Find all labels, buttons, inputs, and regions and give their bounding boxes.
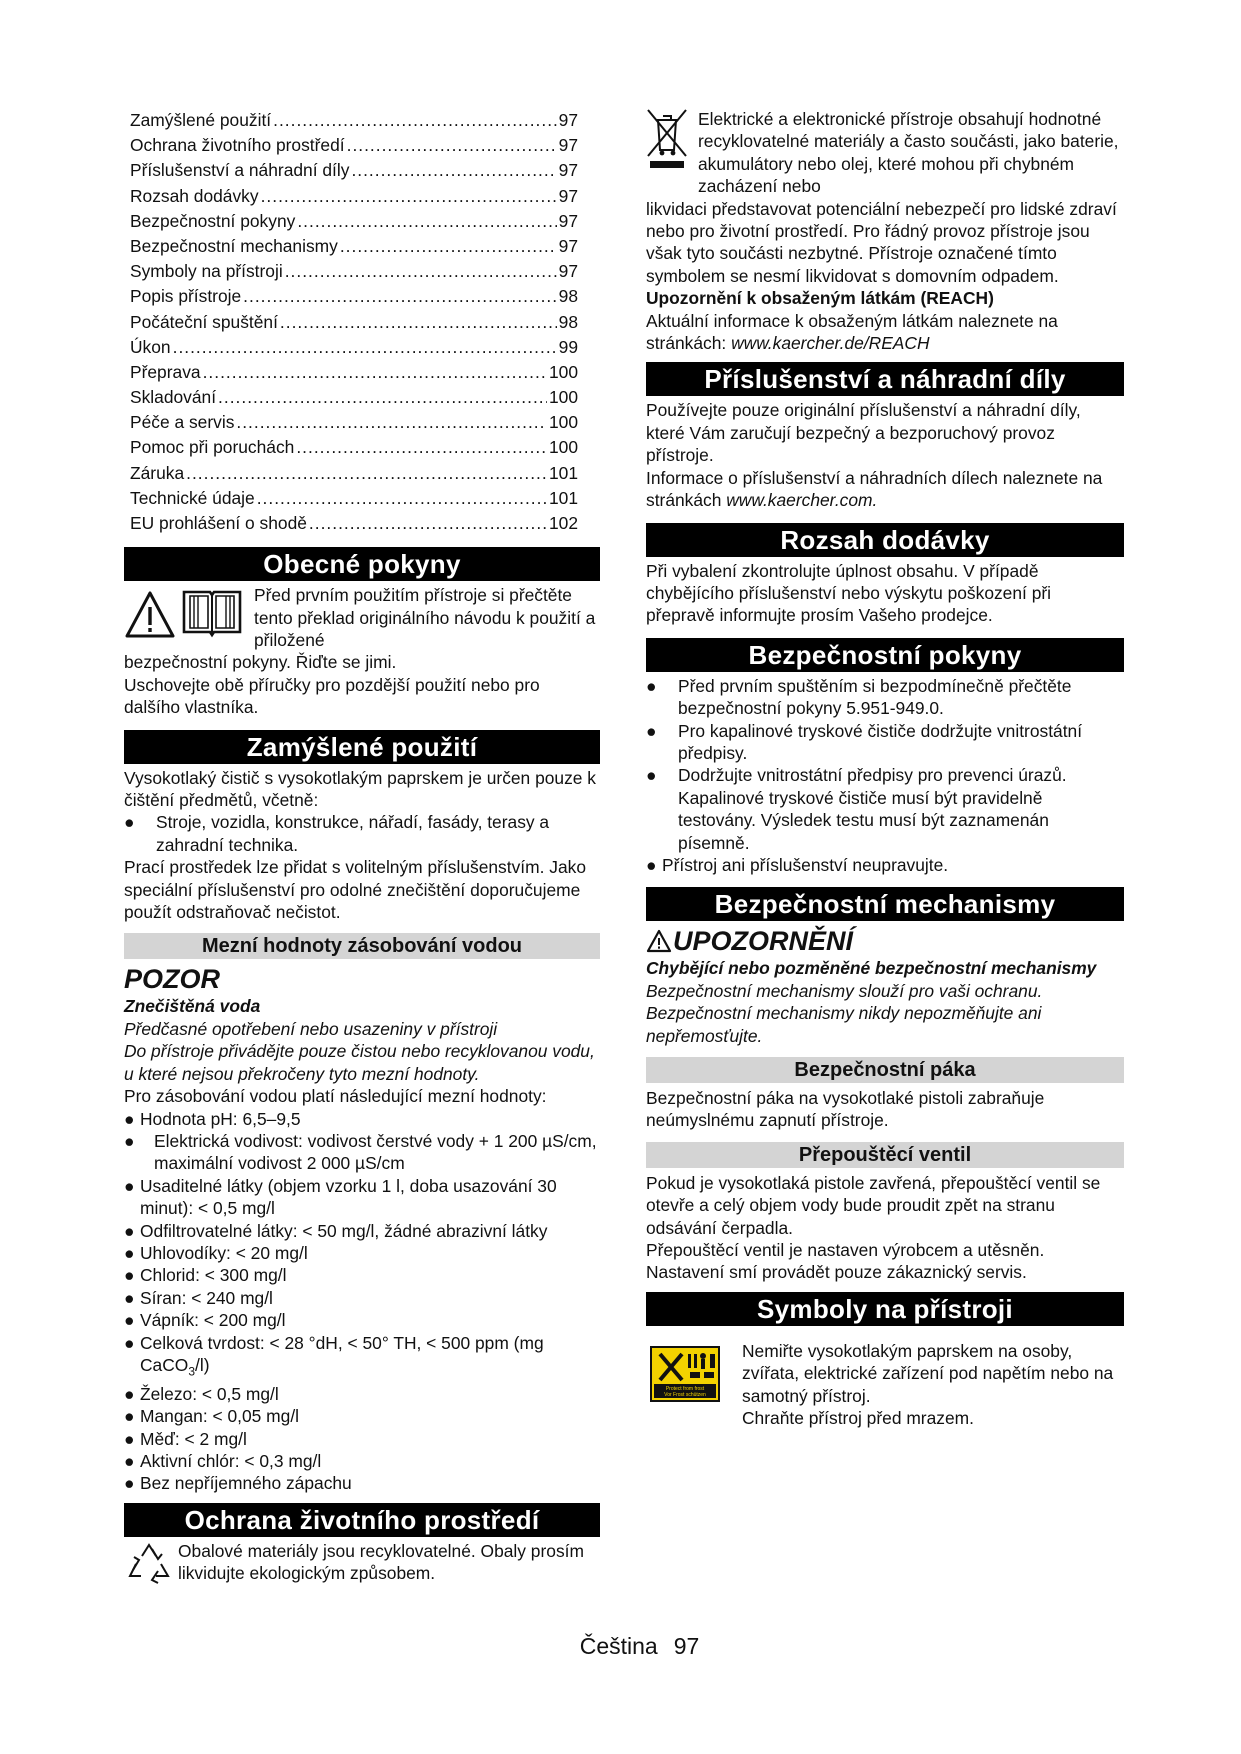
device-symbol-text (742, 1340, 1124, 1430)
overflow-valve-text: Pokud je vysokotlaká pistole zavřená, přepouštěcí ventil se otevře a celý objem vody bude proudit zpět na stranu odsávání čerpadla. (646, 1172, 1101, 1238)
toc-entry[interactable]: Symboly na přístroji ..... 97 (130, 259, 578, 284)
toc-entry[interactable]: Rozsah dodávky ..... 97 (130, 184, 578, 209)
accessories-info: Informace o příslušenství a náhradních dílech naleznete na stránkách www.kaercher.com. (646, 467, 1103, 511)
device-warning-label-icon (650, 1346, 720, 1402)
toc-entry[interactable]: Zamýšlené použití ..... 97 (130, 108, 578, 133)
page-footer (0, 1631, 1241, 1661)
overflow-valve-setting: Přepouštěcí ventil je nastaven výrobcem a utěsněn. Nastavení smí provádět pouze zákaznický servis. (646, 1240, 1045, 1283)
section-heading-mechanisms: Bezpečnostní mechanismy (646, 887, 1124, 921)
section-heading-safety: Bezpečnostní pokyny (646, 638, 1124, 672)
symbol-frost-text: Chraňte přístroj před mrazem. (742, 1408, 974, 1429)
toc-entry[interactable]: Technické údaje ..... 101 (130, 486, 578, 511)
subsection-heading-overflow-valve: Přepouštěcí ventil (646, 1142, 1124, 1168)
toc-entry[interactable]: Pomoc při poruchách ..... 100 (130, 435, 578, 460)
general-keep-text: Uschovejte obě příručky pro pozdější použití nebo pro dalšího vlastníka. (124, 674, 540, 718)
list-item: ● Elektrická vodivost: vodivost čerstvé vody + 1 200 µS/cm, maximální vodivost 2 000 µS/cm (124, 1130, 597, 1174)
section-heading-environment: Ochrana životního prostředí (124, 1503, 600, 1537)
toc-entry[interactable]: Počáteční spuštění ..... 98 (130, 310, 578, 335)
kaercher-link[interactable]: www.kaercher.com. (726, 490, 878, 511)
hazard-consequence: Předčasné opotřebení nebo usazeniny v přístroji (124, 1018, 498, 1039)
hazard-avoidance: Do přístroje přivádějte pouze čistou nebo recyklovanou vodu, u které nejsou překročeny tyto mezní hodnoty. (124, 1041, 595, 1084)
hazard-title: Chybějící nebo pozměněné bezpečnostní mechanismy (646, 958, 1097, 979)
label-text-line2: Vor Frost schützen (664, 1391, 706, 1398)
recycling-icon (128, 1542, 170, 1586)
left-column (124, 108, 600, 1586)
toc-entry[interactable]: Bezpečnostní pokyny ..... 97 (130, 209, 578, 234)
general-intro-text: Před prvním použitím přístroje si přečtěte tento překlad originálního návodu k použití a přiložené (254, 585, 596, 650)
accessories-text: Používejte pouze originální příslušenství a náhradní díly, které Vám zaručují bezpečný a bezporuchový provoz přístroje. (646, 400, 1081, 466)
delivery-text: Při vybalení zkontrolujte úplnost obsahu. V případě chybějícího příslušenství nebo výskytu poškození při přepravě informujte prosím Vašeho prodejce. (646, 560, 1052, 626)
detergent-text: Prací prostředek lze přidat s volitelným příslušenstvím. Jako speciální příslušenství pro odolné znečištění doporučujeme použít odstraňovač nečistot. (124, 857, 586, 923)
manual-book-icon (180, 586, 244, 638)
list-item: ● Aktivní chlór: < 0,3 mg/l (124, 1451, 322, 1472)
list-item: ● Před prvním spuštěním si bezpodmínečně přečtěte bezpečnostní pokyny 5.951-949.0. (646, 675, 1072, 719)
list-item: ● Celková tvrdost: < 28 °dH, < 50° TH, < 500 ppm (mg CaCO$_3$/l) (124, 1332, 544, 1379)
warning-triangle-icon (124, 590, 176, 640)
list-item: ● Mangan: < 0,05 mg/l (124, 1406, 300, 1427)
subsection-heading-water-limits: Mezní hodnoty zásobování vodou (124, 933, 600, 959)
toc-entry[interactable]: Úkon ..... 99 (130, 335, 578, 360)
general-notes-block (124, 584, 600, 651)
toc-entry[interactable]: Přeprava ..... 100 (130, 360, 578, 385)
footer-language: Čeština (579, 1633, 658, 1659)
list-item: ● Stroje, vozidla, konstrukce, nářadí, fasády, terasy a zahradní technika. (124, 812, 550, 855)
toc-entry[interactable]: Skladování ..... 100 (130, 385, 578, 410)
section-heading-symbols: Symboly na přístroji (646, 1292, 1124, 1326)
toc-entry[interactable]: Popis přístroje ..... 98 (130, 284, 578, 309)
footer-page-number: 97 (673, 1633, 700, 1659)
general-intro-continued: bezpečnostní pokyny. Řiďte se jimi. (124, 652, 397, 673)
toc-entry[interactable]: EU prohlášení o shodě ..... 102 (130, 511, 578, 536)
list-item: ● Dodržujte vnitrostátní předpisy pro prevenci úrazů. Kapalinové tryskové čističe musí být pravidelně testovány. Výsledek testu musí být zaznamenán písemně. (646, 765, 1067, 853)
toc-entry[interactable]: Péče a servis ..... 100 (130, 410, 578, 435)
signal-word-caution: POZOR (124, 964, 221, 995)
hazard-avoidance: Bezpečnostní mechanismy nikdy nepozměňujte ani nepřemosťujte. (646, 1003, 1042, 1046)
safety-lever-text: Bezpečnostní páka na vysokotlaké pistoli zabraňuje neúmyslnému zapnutí přístroje. (646, 1088, 1045, 1131)
toc-entry[interactable]: Ochrana životního prostředí ..... 97 (130, 133, 578, 158)
toc-entry[interactable]: Bezpečnostní mechanismy ..... 97 (130, 234, 578, 259)
warning-icon (646, 929, 672, 953)
list-item: ● Chlorid: < 300 mg/l (124, 1265, 287, 1286)
list-item: ● Měď: < 2 mg/l (124, 1428, 247, 1449)
subsection-heading-safety-lever: Bezpečnostní páka (646, 1057, 1124, 1083)
hazard-title: Znečištěná voda (124, 996, 261, 1017)
toc-entry[interactable]: Příslušenství a náhradní díly ..... 97 (130, 158, 578, 183)
packaging-block (124, 1540, 600, 1586)
toc-entry[interactable]: Záruka ..... 101 (130, 461, 578, 486)
reach-link[interactable]: www.kaercher.de/REACH (731, 333, 930, 354)
right-column (646, 108, 1124, 1429)
list-item: ● Vápník: < 200 mg/l (124, 1310, 286, 1331)
device-symbol-block (646, 1340, 1124, 1430)
label-text-line1: Protect from frost (665, 1385, 705, 1392)
table-of-contents (130, 108, 578, 536)
weee-block (646, 108, 1124, 198)
list-item: ● Uhlovodíky: < 20 mg/l (124, 1242, 308, 1263)
water-limits-intro: Pro zásobování vodou platí následující mezní hodnoty: (124, 1086, 547, 1107)
weee-text: Elektrické a elektronické přístroje obsahují hodnotné recyklovatelné materiály a často součásti, jako baterie, akumulátory nebo olej, které mohou při chybném zacházení nebo (698, 109, 1119, 197)
packaging-text: Obalové materiály jsou recyklovatelné. Obaly prosím likvidujte ekologickým způsobem. (178, 1540, 584, 1584)
list-item: ● Pro kapalinové tryskové čističe dodržujte vnitrostátní předpisy. (646, 720, 1083, 763)
reach-text: Aktuální informace k obsaženým látkám naleznete na stránkách: www.kaercher.de/REACH (646, 310, 1058, 354)
list-item: ● Odfiltrovatelné látky: < 50 mg/l, žádné abrazivní látky (124, 1220, 548, 1241)
list-item: ● Železo: < 0,5 mg/l (124, 1383, 279, 1404)
signal-word-warning: UPOZORNĚNÍ (646, 925, 1124, 957)
list-item: ● Bez nepříjemného zápachu (124, 1473, 352, 1494)
section-heading-accessories: Příslušenství a náhradní díly (646, 362, 1124, 396)
hazard-consequence: Bezpečnostní mechanismy slouží pro vaši ochranu. (646, 980, 1043, 1001)
section-heading-delivery: Rozsah dodávky (646, 523, 1124, 557)
reach-title: Upozornění k obsaženým látkám (REACH) (646, 288, 994, 309)
list-item: ● Hodnota pH: 6,5–9,5 (124, 1108, 301, 1129)
intended-use-text: Vysokotlaký čistič s vysokotlakým paprskem je určen pouze k čištění předmětů, včetně: (124, 767, 596, 811)
list-item: ● Přístroj ani příslušenství neupravujte. (646, 854, 949, 875)
list-item: ● Síran: < 240 mg/l (124, 1287, 273, 1308)
section-heading-general: Obecné pokyny (124, 547, 600, 581)
crossed-out-bin-icon (646, 106, 688, 170)
section-heading-intended-use: Zamýšlené použití (124, 730, 600, 764)
list-item: ● Usaditelné látky (objem vzorku 1 l, doba usazování 30 minut): < 0,5 mg/l (124, 1175, 557, 1219)
weee-text-continued: likvidaci představovat potenciální nebezpečí pro lidské zdraví nebo pro životní prostředí. Pro řádný provoz přístroje jsou však tyto součásti nezbytné. Přístroje označené tímto symbolem se nesmí likvidovat s domovním odpadem. (646, 198, 1117, 286)
symbol-jet-text: Nemiřte vysokotlakým paprskem na osoby, zvířata, elektrické zařízení pod napětím nebo na samotný přístroj. (742, 1340, 1114, 1406)
